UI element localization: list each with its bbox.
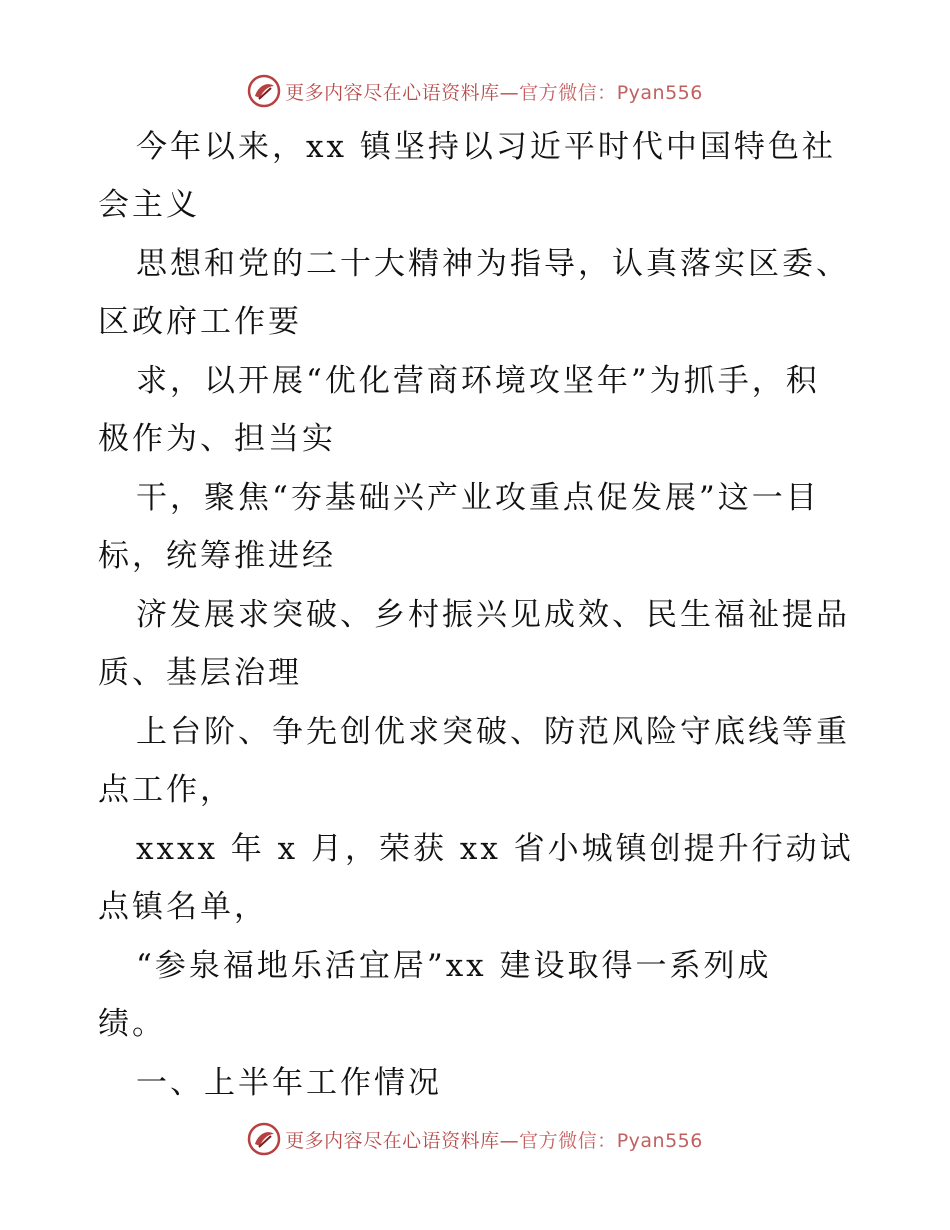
watermark-separator: — [499,81,520,104]
paragraph-line: 极作为、担当实 [98,421,336,457]
paragraph-line: 标，统筹推进经 [98,538,336,574]
brand-logo-icon [247,1122,281,1156]
paragraph-line: 干，聚焦“夯基础兴产业攻重点促发展”这一目 [136,480,820,516]
footer-watermark [0,1119,950,1159]
section-heading: 一、上半年工作情况 [136,1065,442,1101]
watermark-id: Pyan556 [616,81,703,104]
paragraph-line: 求，以开展“优化营商环境攻坚年”为抓手，积 [136,363,820,399]
watermark-id: Pyan556 [616,1129,703,1152]
watermark-label: 官方微信： [519,1129,617,1152]
paragraph-line: 点镇名单， [98,889,268,925]
paragraph-line: 思想和党的二十大精神为指导，认真落实区委、 [136,246,850,282]
paragraph-line: 济发展求突破、乡村振兴见成效、民生福祉提品 [136,597,850,633]
paragraph-line: xxxx 年 x 月，荣获 xx 省小城镇创提升行动试 [136,831,854,867]
brand-logo-icon [247,74,281,108]
paragraph-line: 质、基层治理 [98,655,302,691]
header-watermark [0,71,950,111]
watermark-main-text: 更多内容尽在心语资料库 [285,81,500,104]
paragraph-line: 上台阶、争先创优求突破、防范风险守底线等重 [136,714,850,750]
paragraph-line: 会主义 [98,187,200,223]
watermark-label: 官方微信： [519,81,617,104]
paragraph-line: 今年以来，xx 镇坚持以习近平时代中国特色社 [136,129,836,165]
paragraph-line: 点工作， [98,772,234,808]
watermark-separator: — [499,1129,520,1152]
paragraph-line: 区政府工作要 [98,304,302,340]
paragraph-line: “参泉福地乐活宜居”xx 建设取得一系列成 [136,948,772,984]
paragraph-line: 绩。 [98,1006,166,1042]
watermark-main-text: 更多内容尽在心语资料库 [285,1129,500,1152]
